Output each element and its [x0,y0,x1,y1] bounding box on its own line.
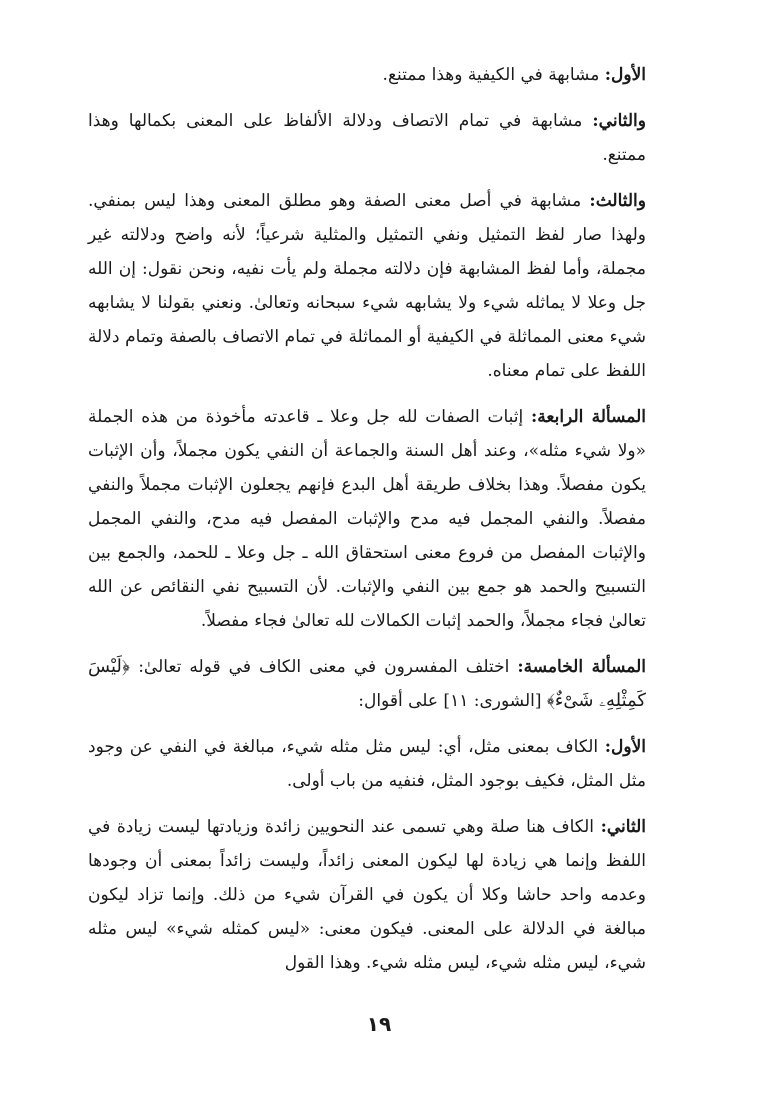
paragraph-text: مشابهة في أصل معنى الصفة وهو مطلق المعنى وهذا ليس بمنفي. ولهذا صار لفظ التمثيل ونفي التمثيل والمثلية شرعياً؛ لأنه واضح ودلالته غير مجملة، وأما لفظ المشابهة فإن دلالته مجملة ولم يأت نفيه، ونحن نقول: إن الله جل وعلا لا يماثله شيء ولا يشابهه شيء سبحانه وتعالىٰ. ونعني بقولنا لا يشابهه شيء معنى المماثلة في الكيفية أو المماثلة في تمام الاتصاف بالصفة وتمام دلالة اللفظ على تمام معناه. [88,191,646,381]
page-body [88,58,646,992]
paragraph-first [88,58,646,92]
paragraph-lead: والثاني: [592,111,646,131]
paragraph-text: اختلف المفسرون في معنى الكاف في قوله تعالىٰ: [138,657,518,677]
paragraph-lead: الثاني: [600,817,646,837]
verse-reference: [الشورى: ١١] على أقوال: [358,691,547,711]
page-number: ١٩ [366,1012,392,1036]
quran-verse: ﴿لَيْسَ كَمِثْلِهِۦ شَىْءٌ﴾ [88,656,646,711]
paragraph-lead: والثالث: [589,191,646,211]
paragraph-lead: الأول: [604,737,646,757]
opinion-first [88,730,646,798]
paragraph-third [88,184,646,388]
paragraph-text: الكاف هنا صلة وهي تسمى عند النحويين زائدة وزيادتها ليست زيادة في اللفظ وإنما هي زيادة لها ليكون المعنى زائداً، وليست زائداً بمعنى أن وجودها وعدمه واحد حاشا وكلا أن يكون في القرآن شيء من ذلك. وإنما تزاد ليكون مبالغة في الدلالة على المعنى. فيكون معنى: «ليس كمثله شيء» ليس مثله شيء، ليس مثله شيء، ليس مثله شيء. وهذا القول [88,817,646,973]
issue-heading: المسألة الرابعة: [531,407,646,427]
paragraph-text: مشابهة في تمام الاتصاف ودلالة الألفاظ على المعنى بكمالها وهذا ممتنع. [88,111,646,165]
paragraph-second [88,104,646,172]
issue-heading: المسألة الخامسة: [517,657,646,677]
paragraph-text: مشابهة في الكيفية وهذا ممتنع. [382,65,605,85]
paragraph-lead: الأول: [604,65,646,85]
issue-five [88,650,646,718]
issue-four [88,400,646,638]
opinion-second [88,810,646,980]
paragraph-text: الكاف بمعنى مثل، أي: ليس مثل مثله شيء، مبالغة في النفي عن وجود مثل المثل، فكيف بوجود المثل، فنفيه من باب أولى. [88,737,646,791]
paragraph-text: إثبات الصفات لله جل وعلا ـ قاعدته مأخوذة من هذه الجملة «ولا شيء مثله»، وعند أهل السنة والجماعة أن النفي يكون مجملاً، وأن الإثبات يكون مفصلاً. وهذا بخلاف طريقة أهل البدع فإنهم يجعلون الإثبات مجملاً والنفي مفصلاً. والنفي المجمل فيه مدح والإثبات المفصل فيه مدح، والنفي المجمل والإثبات المفصل من فروع معنى استحقاق الله ـ جل وعلا ـ للحمد، والجمع بين التسبيح والحمد هو جمع بين النفي والإثبات. لأن التسبيح نفي النقائص عن الله تعالىٰ فجاء مجملاً، والحمد إثبات الكمالات لله تعالىٰ فجاء مفصلاً. [88,407,646,631]
